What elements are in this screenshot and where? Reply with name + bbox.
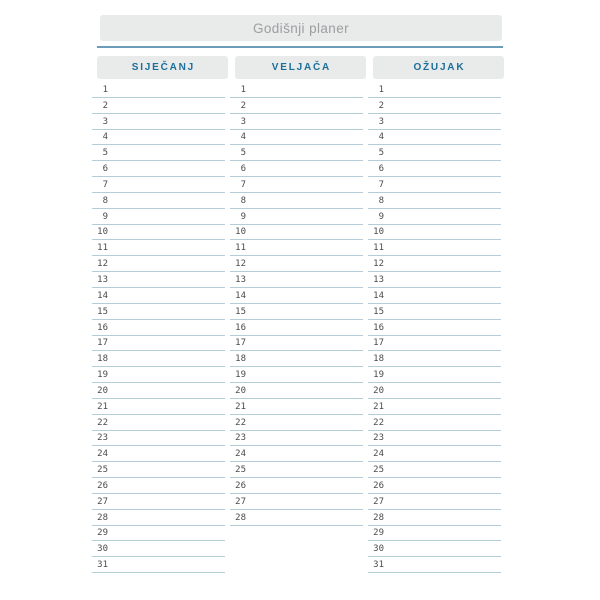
day-row	[92, 510, 225, 526]
day-number: 11	[97, 243, 108, 254]
day-row	[230, 304, 363, 320]
day-number: 21	[373, 401, 384, 412]
day-number: 10	[373, 227, 384, 238]
day-rows	[92, 82, 225, 573]
day-row	[368, 288, 501, 304]
day-row	[368, 478, 501, 494]
day-number: 8	[378, 195, 384, 206]
day-number: 20	[373, 385, 384, 396]
day-row	[92, 336, 225, 352]
day-row	[92, 462, 225, 478]
day-number: 1	[378, 84, 384, 95]
day-row	[230, 510, 363, 526]
day-number: 1	[240, 84, 246, 95]
day-number: 9	[240, 211, 246, 222]
day-row	[368, 98, 501, 114]
day-row	[368, 446, 501, 462]
day-number: 31	[97, 560, 108, 571]
day-number: 28	[235, 512, 246, 523]
day-number: 21	[97, 401, 108, 412]
day-row	[368, 431, 501, 447]
day-number: 2	[102, 100, 108, 111]
day-row	[368, 494, 501, 510]
day-number: 7	[378, 179, 384, 190]
day-row	[92, 494, 225, 510]
day-number: 19	[373, 370, 384, 381]
day-number: 23	[97, 433, 108, 444]
day-number: 30	[373, 544, 384, 555]
day-number: 11	[373, 243, 384, 254]
day-number: 13	[373, 274, 384, 285]
day-number: 21	[235, 401, 246, 412]
day-row	[92, 288, 225, 304]
day-row	[92, 304, 225, 320]
day-row	[230, 478, 363, 494]
day-number: 6	[378, 164, 384, 175]
day-row	[92, 130, 225, 146]
day-number: 10	[235, 227, 246, 238]
day-row	[92, 320, 225, 336]
day-number: 25	[97, 465, 108, 476]
day-number: 10	[97, 227, 108, 238]
day-row	[92, 367, 225, 383]
planner-title-box	[100, 15, 502, 41]
month-column-1	[97, 56, 228, 573]
day-number: 14	[97, 290, 108, 301]
day-number: 12	[235, 259, 246, 270]
day-row	[368, 304, 501, 320]
month-header	[235, 56, 366, 79]
day-number: 17	[373, 338, 384, 349]
day-number: 16	[373, 322, 384, 333]
day-row	[230, 336, 363, 352]
day-row	[230, 272, 363, 288]
day-number: 28	[97, 512, 108, 523]
day-number: 7	[102, 179, 108, 190]
day-number: 22	[235, 417, 246, 428]
day-number: 8	[240, 195, 246, 206]
day-row	[368, 272, 501, 288]
day-row	[230, 225, 363, 241]
day-number: 6	[240, 164, 246, 175]
day-row	[368, 161, 501, 177]
month-column-2	[235, 56, 366, 573]
day-row	[230, 161, 363, 177]
day-row	[230, 288, 363, 304]
day-number: 9	[102, 211, 108, 222]
day-number: 7	[240, 179, 246, 190]
day-row	[92, 526, 225, 542]
day-number: 29	[97, 528, 108, 539]
day-row	[368, 256, 501, 272]
month-label: VELJAČA	[271, 62, 332, 73]
day-row	[92, 557, 225, 573]
day-row	[368, 130, 501, 146]
day-number: 17	[97, 338, 108, 349]
day-row	[230, 193, 363, 209]
day-row	[368, 320, 501, 336]
day-number: 15	[373, 306, 384, 317]
day-number: 25	[235, 465, 246, 476]
day-row	[230, 256, 363, 272]
day-row	[230, 209, 363, 225]
day-number: 13	[235, 274, 246, 285]
day-row	[368, 557, 501, 573]
day-number: 9	[378, 211, 384, 222]
day-row	[368, 367, 501, 383]
month-column-3	[373, 56, 504, 573]
day-row	[368, 526, 501, 542]
day-row	[230, 130, 363, 146]
day-number: 27	[235, 496, 246, 507]
day-number: 13	[97, 274, 108, 285]
day-number: 18	[235, 354, 246, 365]
day-row	[368, 240, 501, 256]
day-row	[230, 320, 363, 336]
day-row	[92, 114, 225, 130]
day-number: 19	[97, 370, 108, 381]
day-row	[92, 82, 225, 98]
day-number: 15	[235, 306, 246, 317]
day-number: 11	[235, 243, 246, 254]
day-number: 25	[373, 465, 384, 476]
day-row	[368, 193, 501, 209]
day-number: 12	[97, 259, 108, 270]
day-number: 17	[235, 338, 246, 349]
day-number: 12	[373, 259, 384, 270]
day-number: 31	[373, 560, 384, 571]
day-row	[92, 177, 225, 193]
day-row	[92, 446, 225, 462]
day-row	[368, 399, 501, 415]
day-row	[92, 383, 225, 399]
month-label: SIJEČANJ	[131, 62, 196, 73]
day-row	[92, 98, 225, 114]
day-row	[230, 240, 363, 256]
day-number: 18	[373, 354, 384, 365]
day-number: 30	[97, 544, 108, 555]
day-row	[368, 114, 501, 130]
month-label: OŽUJAK	[413, 62, 466, 73]
day-row	[92, 256, 225, 272]
day-row	[92, 431, 225, 447]
day-row	[230, 415, 363, 431]
day-number: 20	[235, 385, 246, 396]
day-number: 8	[102, 195, 108, 206]
day-row	[230, 431, 363, 447]
day-number: 26	[373, 480, 384, 491]
day-number: 20	[97, 385, 108, 396]
day-row	[92, 240, 225, 256]
day-row	[230, 351, 363, 367]
day-row	[368, 510, 501, 526]
day-number: 24	[235, 449, 246, 460]
day-row	[92, 272, 225, 288]
day-number: 14	[373, 290, 384, 301]
day-row	[230, 82, 363, 98]
day-row	[368, 351, 501, 367]
day-number: 26	[235, 480, 246, 491]
day-number: 4	[102, 132, 108, 143]
title-divider	[97, 46, 503, 48]
day-row	[368, 462, 501, 478]
day-row	[92, 225, 225, 241]
day-row	[368, 225, 501, 241]
day-row	[92, 351, 225, 367]
day-number: 28	[373, 512, 384, 523]
day-row	[92, 541, 225, 557]
day-row	[368, 209, 501, 225]
day-row	[92, 193, 225, 209]
month-columns	[97, 56, 504, 573]
day-row	[230, 383, 363, 399]
day-row	[230, 367, 363, 383]
day-number: 24	[373, 449, 384, 460]
month-header	[373, 56, 504, 79]
day-row	[230, 114, 363, 130]
day-row	[368, 415, 501, 431]
day-number: 23	[373, 433, 384, 444]
day-row	[230, 446, 363, 462]
day-row	[92, 145, 225, 161]
day-row	[230, 177, 363, 193]
day-number: 22	[97, 417, 108, 428]
day-number: 22	[373, 417, 384, 428]
day-number: 5	[378, 148, 384, 159]
day-number: 26	[97, 480, 108, 491]
day-number: 16	[235, 322, 246, 333]
day-row	[368, 336, 501, 352]
day-number: 24	[97, 449, 108, 460]
day-number: 1	[102, 84, 108, 95]
day-row	[368, 82, 501, 98]
day-number: 2	[378, 100, 384, 111]
day-number: 23	[235, 433, 246, 444]
day-number: 18	[97, 354, 108, 365]
day-row	[92, 209, 225, 225]
day-number: 5	[102, 148, 108, 159]
day-row	[368, 145, 501, 161]
day-row	[92, 161, 225, 177]
day-row	[368, 383, 501, 399]
day-number: 19	[235, 370, 246, 381]
day-number: 3	[378, 116, 384, 127]
day-row	[368, 177, 501, 193]
day-row	[230, 462, 363, 478]
day-number: 4	[378, 132, 384, 143]
day-row	[230, 494, 363, 510]
day-number: 27	[373, 496, 384, 507]
day-number: 3	[102, 116, 108, 127]
day-number: 4	[240, 132, 246, 143]
day-row	[92, 399, 225, 415]
day-number: 29	[373, 528, 384, 539]
day-number: 3	[240, 116, 246, 127]
month-header	[97, 56, 228, 79]
planner-title: Godišnji planer	[252, 20, 350, 36]
day-row	[368, 541, 501, 557]
day-number: 6	[102, 164, 108, 175]
day-number: 5	[240, 148, 246, 159]
day-number: 14	[235, 290, 246, 301]
day-rows	[230, 82, 363, 526]
day-row	[230, 399, 363, 415]
day-row	[92, 478, 225, 494]
day-number: 15	[97, 306, 108, 317]
day-number: 16	[97, 322, 108, 333]
day-rows	[368, 82, 501, 573]
day-row	[92, 415, 225, 431]
day-number: 2	[240, 100, 246, 111]
day-row	[230, 145, 363, 161]
day-number: 27	[97, 496, 108, 507]
day-row	[230, 98, 363, 114]
